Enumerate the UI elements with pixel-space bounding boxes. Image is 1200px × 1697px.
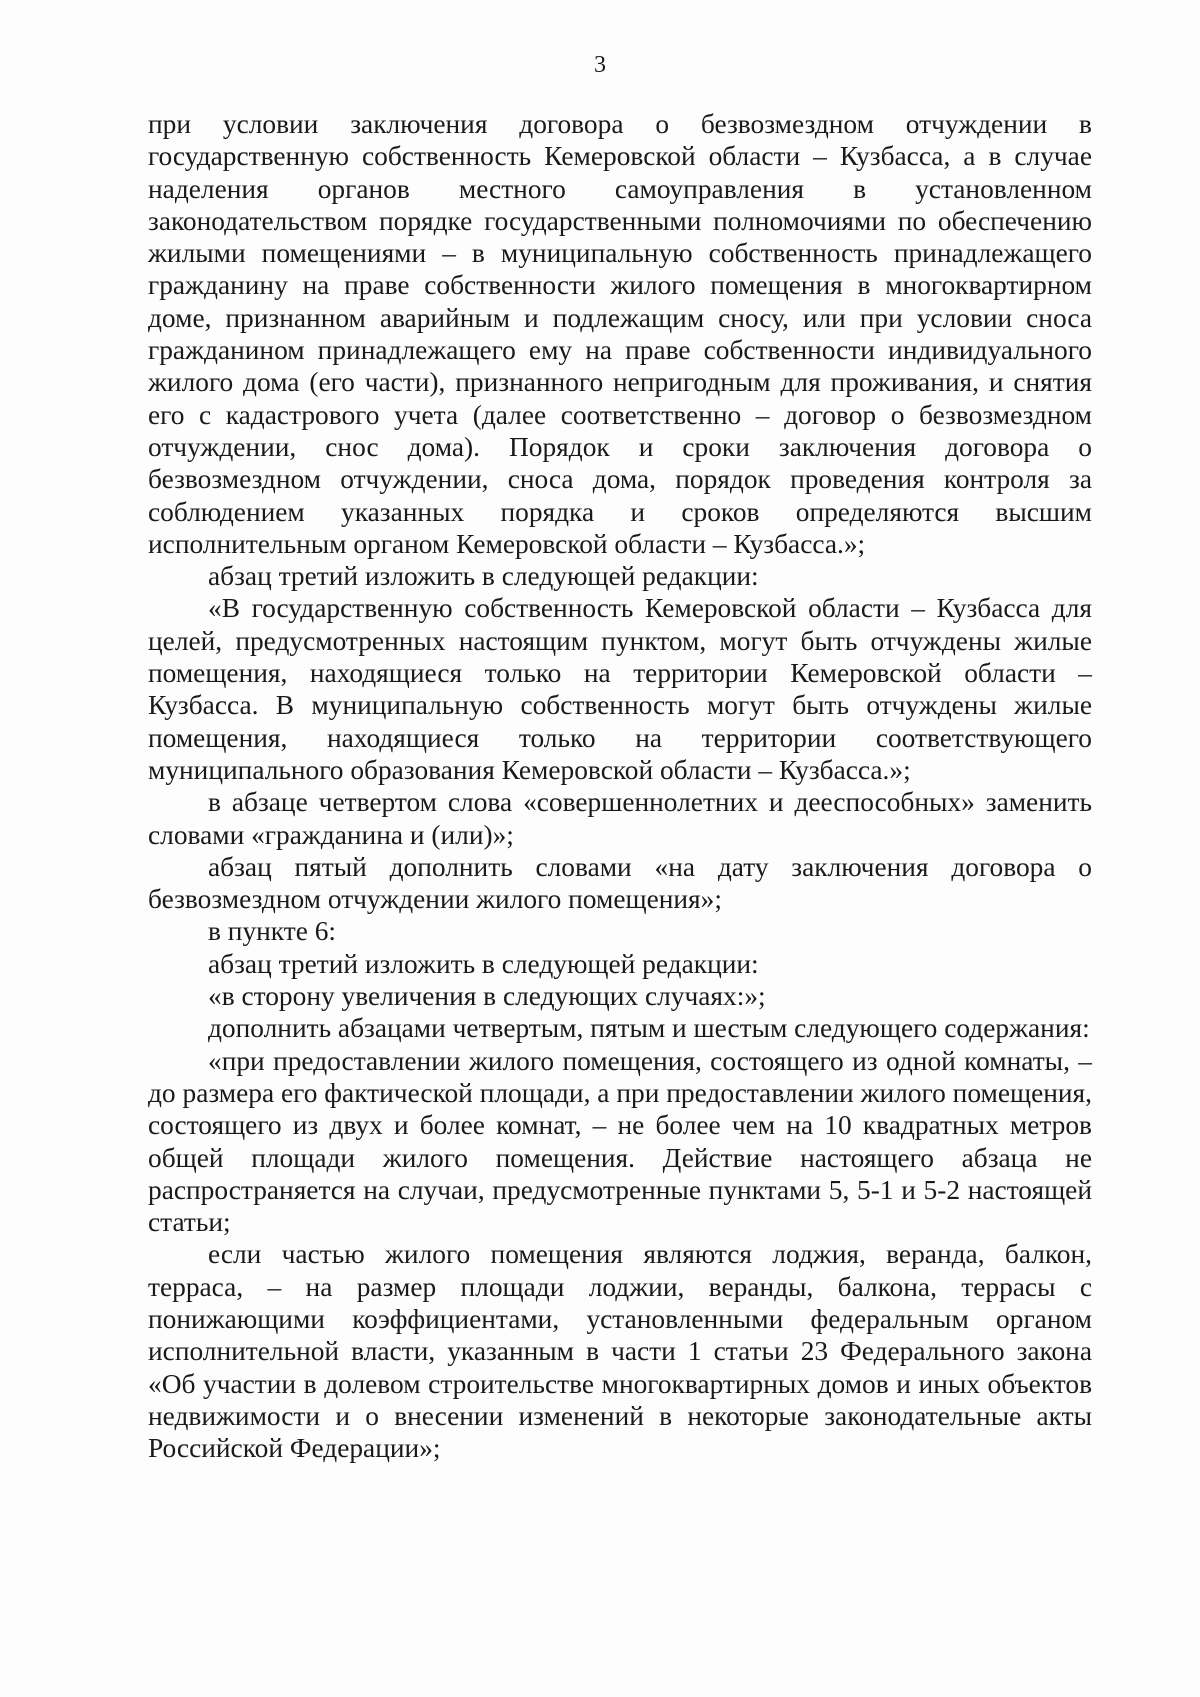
paragraph: дополнить абзацами четвертым, пятым и шестым следующего содержания: — [208, 1013, 1090, 1044]
paragraph: «В государственную собственность Кемеровской области – Кузбасса для целей, предусмотренных настоящим пунктом, могут быть отчуждены жилые помещения, находящиеся только на территории Кемеровской области – Кузбасса. В муниципальную собственность могут быть отчуждены жилые помещения, находящиеся только на территории соответствующего муниципального образования Кемеровской области – Кузбасса.»; — [148, 593, 1092, 785]
paragraph: абзац пятый дополнить словами «на дату заключения договора о безвозмездном отчуждении жилого помещения»; — [148, 851, 1092, 915]
paragraph: абзац третий изложить в следующей редакции: — [208, 561, 759, 592]
paragraph: в пункте 6: — [208, 916, 337, 947]
paragraph-continuation: при условии заключения договора о безвозмездном отчуждении в государственную собственность Кемеровской области – Кузбасса, а в случае наделения органов местного самоуправления в установленном законодательством порядке государственными полномочиями по обеспечению жилыми помещениями – в муниципальную собственность принадлежащего гражданину на праве собственности жилого помещения в многоквартирном доме, признанном аварийным и подлежащим сносу, или при условии сноса гражданином принадлежащего ему на праве собственности индивидуального жилого дома (его части), признанного непригодным для проживания, и снятия его с кадастрового учета (далее соответственно – договор о безвозмездном отчуждении, снос дома). Порядок и сроки заключения договора о безвозмездном отчуждении, сноса дома, порядок проведения контроля за соблюдением указанных порядка и сроков определяются высшим исполнительным органом Кемеровской области – Кузбасса.»; — [148, 109, 1092, 559]
paragraph: «при предоставлении жилого помещения, состоящего из одной комнаты, – до размера его фактической площади, а при предоставлении жилого помещения, состоящего из двух и более комнат, – не более чем на 10 квадратных метров общей площади жилого помещения. Действие настоящего абзаца не распространяется на случаи, предусмотренные пунктами 5, 5-1 и 5-2 настоящей статьи; — [148, 1045, 1092, 1238]
paragraph: «в сторону увеличения в следующих случаях:»; — [208, 981, 766, 1012]
page-number: 3 — [594, 52, 606, 78]
document-body — [148, 108, 1092, 1464]
paragraph: если частью жилого помещения являются лоджия, веранда, балкон, терраса, – на размер площади лоджии, веранды, балкона, террасы с понижающими коэффициентами, установленными федеральным органом исполнительной власти, указанным в части 1 статьи 23 Федерального закона «Об участии в долевом строительстве многоквартирных домов и иных объектов недвижимости и о внесении изменений в некоторые законодательные акты Российской Федерации»; — [148, 1239, 1092, 1464]
paragraph: в абзаце четвертом слова «совершеннолетних и дееспособных» заменить словами «гражданина и (или)»; — [148, 787, 1092, 850]
paragraph: абзац третий изложить в следующей редакции: — [208, 948, 759, 979]
